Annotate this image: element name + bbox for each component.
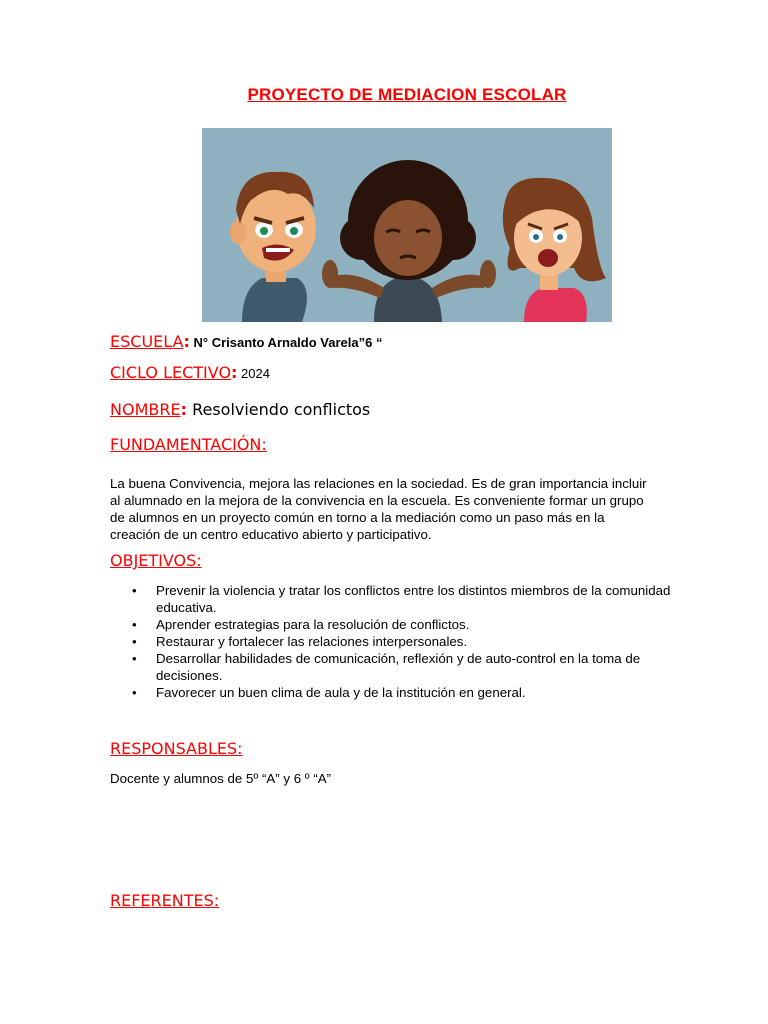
bullet-icon: • <box>132 651 137 666</box>
escuela-line <box>110 332 382 352</box>
ciclo-line <box>110 363 270 383</box>
objetivo-text: Prevenir la violencia y tratar los conflictos entre los distintos miembros de la comunidad educativa. <box>156 583 671 615</box>
nombre-value: Resolviendo conflictos <box>186 400 371 419</box>
ciclo-value: 2024 <box>237 366 270 381</box>
escuela-value: N° Crisanto Arnaldo Varela”6 “ <box>189 335 383 350</box>
objetivo-text: Favorecer un buen clima de aula y de la institución en general. <box>156 685 526 700</box>
escuela-colon: : <box>183 332 190 351</box>
objetivos-heading: OBJETIVOS: <box>110 551 202 570</box>
objetivo-text: Restaurar y fortalecer las relaciones interpersonales. <box>156 634 468 649</box>
page-title: PROYECTO DE MEDIACION ESCOLAR <box>247 85 567 104</box>
escuela-label: ESCUELA <box>110 332 184 351</box>
ciclo-label: CICLO LECTIVO <box>110 363 232 382</box>
nombre-label: NOMBRE <box>110 400 181 419</box>
responsables-text: Docente y alumnos de 5º “A” y 6 º “A” <box>110 771 332 786</box>
bullet-icon: • <box>132 583 137 598</box>
fundamentacion-heading: FUNDAMENTACIÓN: <box>110 435 267 454</box>
nombre-colon: : <box>180 400 187 419</box>
bullet-icon: • <box>132 685 137 700</box>
ciclo-colon: : <box>231 363 238 382</box>
list-item <box>130 684 690 701</box>
nombre-line <box>110 400 370 420</box>
list-item <box>130 582 690 616</box>
list-item <box>130 616 690 633</box>
children-conflict-illustration <box>202 128 612 322</box>
objetivo-text: Aprender estrategias para la resolución de conflictos. <box>156 617 470 632</box>
fundamentacion-paragraph: La buena Convivencia, mejora las relaciones en la sociedad. Es de gran importancia incluir al alumnado en la mejora de la convivencia en la escuela. Es conveniente formar un grupo de alumnos en un proyecto común en torno a la mediación como un paso más en la creación de un centro educativo abierto y participativo. <box>110 476 647 542</box>
list-item <box>130 650 690 684</box>
objetivos-list <box>130 582 690 701</box>
bullet-icon: • <box>132 634 137 649</box>
list-item <box>130 633 690 650</box>
referentes-heading: REFERENTES: <box>110 891 220 910</box>
objetivo-text: Desarrollar habilidades de comunicación, reflexión y de auto-control en la toma de decisiones. <box>156 651 641 683</box>
responsables-heading: RESPONSABLES: <box>110 739 243 758</box>
bullet-icon: • <box>132 617 137 632</box>
